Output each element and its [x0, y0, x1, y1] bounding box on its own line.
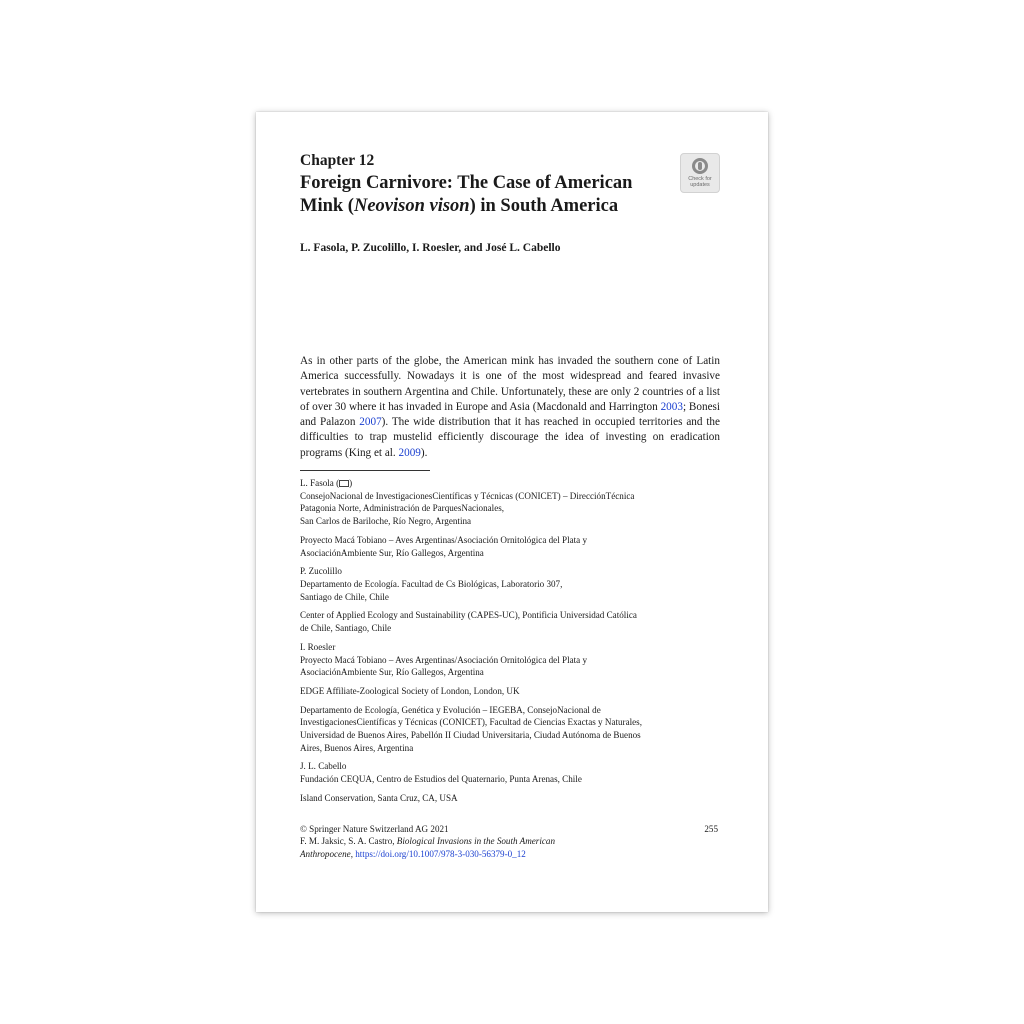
affiliation-block: P. Zucolillo Departamento de Ecología. Facultad de Cs Biológicas, Laboratorio 307, Santiago de Chile, Chile — [300, 566, 563, 602]
species-name: Neovison vison — [353, 196, 470, 216]
affiliation-block: J. L. Cabello Fundación CEQUA, Centro de Estudios del Quaternario, Punta Arenas, Chile — [300, 761, 582, 785]
document-page — [256, 112, 768, 912]
citation-link[interactable]: 2007 — [359, 416, 382, 429]
citation-link[interactable]: 2003 — [660, 400, 683, 413]
affiliation-block: L. Fasola ( ) ConsejoNacional de InvestigacionesCientíficas y Técnicas (CONICET) – DirecciónTécnica Patagonia Norte, Administración de ParquesNacionales, San Carlos de Bariloche, Río Negro, Argentina — [300, 478, 635, 527]
citation-link[interactable]: 2009 — [398, 446, 421, 459]
abstract-paragraph: As in other parts of the globe, the American mink has invaded the southern cone of Latin America successfully. Nowadays it is one of the most widespread and feared invasive vertebrates in southern Argentina and Chile. Unfortunately, these are only 2 countries of a list of over 30 where it has invaded in Europe and Asia (Macdonald and Harrington 2003; Bonesi and Palazon 2007). The wide distribution that it has reached in occupied territories and the difficulties to trap mustelid efficiently discourage the idea of investing on eradication programs (King et al. 2009). — [300, 355, 720, 459]
affiliation-block: Island Conservation, Santa Cruz, CA, USA — [300, 792, 458, 803]
chapter-title: Foreign Carnivore: The Case of American Mink (Neovison vison) in South America — [300, 173, 633, 216]
footnote-divider — [300, 470, 430, 471]
book-citation-cont: Anthropocene, https://doi.org/10.1007/978-3-030-56379-0_12 — [300, 848, 526, 859]
email-icon[interactable] — [339, 480, 349, 487]
page-footer — [300, 823, 720, 861]
affiliation-block: Center of Applied Ecology and Sustainability (CAPES-UC), Pontificia Universidad Católica de Chile, Santiago, Chile — [300, 610, 637, 634]
check-for-updates-icon[interactable]: Check for updates — [680, 153, 720, 193]
book-citation: F. M. Jaksic, S. A. Castro, Biological Invasions in the South American — [300, 836, 555, 847]
affiliation-block: EDGE Affiliate-Zoological Society of London, London, UK — [300, 685, 520, 696]
page-number: 255 — [704, 823, 718, 834]
affiliation-block: Departamento de Ecología, Genética y Evolución – IEGEBA, ConsejoNacional de InvestigacionesCientíficas y Técnicas (CONICET), Facultad de Ciencias Exactas y Naturales, Universidad de Buenos Aires, Pabellón II Ciudad Universitaria, Ciudad Autónoma de Buenos Aires, Buenos Aires, Argentina — [300, 704, 642, 753]
page-content — [300, 152, 720, 861]
doi-link[interactable]: https://doi.org/10.1007/978-3-030-56379-0_12 — [355, 848, 526, 859]
author-list: L. Fasola, P. Zucolillo, I. Roesler, and José L. Cabello — [300, 242, 561, 254]
affiliation-block: Proyecto Macá Tobiano – Aves Argentinas/Asociación Ornitológica del Plata y AsociaciónAmbiente Sur, Río Gallegos, Argentina — [300, 534, 588, 558]
copyright-line: © Springer Nature Switzerland AG 2021 — [300, 823, 449, 834]
chapter-label: Chapter 12 — [300, 152, 375, 169]
affiliation-block: I. Roesler Proyecto Macá Tobiano – Aves Argentinas/Asociación Ornitológica del Plata y AsociaciónAmbiente Sur, Río Gallegos, Argentina — [300, 641, 588, 678]
